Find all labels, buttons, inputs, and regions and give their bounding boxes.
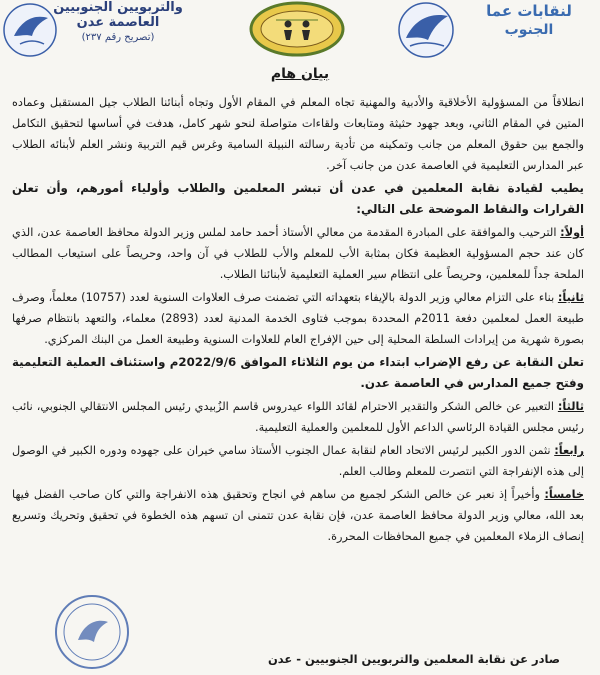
item-fifth-label: خامساً: [544, 488, 584, 501]
item-fifth [12, 484, 584, 547]
header-right-line1: لنقابات عما [486, 2, 572, 20]
header-right-line2: الجنوب [504, 22, 554, 38]
round-stamp-icon [52, 592, 132, 672]
item-third-label: ثالثاً: [557, 400, 584, 413]
item-fifth-text: وأخيراً إذ نعبر عن خالص الشكر لجميع من ساهم في انجاح وتحقيق هذه الانفراجة والتي كان صاحب الفضل فيها بعد الله، معالي وزير الدولة محافظ العاصمة عدن، فإن نقابة عدن تتمنى ان تسهم هذه الخطوة في تحقيق وتحريك وتسريع إنصاف الزملاء المعلمين في جميع المحافظات المحررة. [12, 488, 584, 543]
header-left-block [48, 0, 188, 43]
document-body [12, 92, 584, 549]
item-first [12, 222, 584, 285]
header-right-block [464, 2, 594, 38]
item-fourth-label: رابعاً: [554, 444, 584, 457]
issuer-footer: صادر عن نقابة المعلمين والتربويين الجنوبيين - عدن [267, 652, 560, 666]
item-third-text: التعبير عن خالص الشكر والتقدير الاحترام لقائد اللواء عيدروس قاسم الزُبيدي رئيس المجلس الانتقالي الجنوبي، نائب رئيس مجلس القيادة الرئاسي الداعم الأول للمعلمين والعملية التعليمية. [12, 400, 584, 434]
item-first-text: الترحيب والموافقة على المبادرة المقدمة من معالي الأستاذ أحمد حامد لملس وزير الدولة محافظ العاصمة عدن، الذي كان عند حجم المسؤولية العظيمة فكان بمثابة الأب للمعلم والأب للطلاب في آن واحد، وحريصاً على استيعاب المطالب الملحة جداً للمعلمين، وحريصاً على انتظام سير العملية التعليمية لأبنائنا الطلاب. [12, 226, 584, 281]
document-title: بيان هام [270, 66, 330, 82]
item-first-label: أولاً: [560, 226, 584, 239]
item-second [12, 287, 584, 350]
announcement-paragraph: يطيب لقيادة نقابة المعلمين في عدن أن تبشر المعلمين والطلاب وأولياء أمورهم، وأن تعلن القرارات والنقاط الموضحة على التالي: [12, 181, 584, 216]
header-left-line1: والتربويين الجنوبيين [53, 0, 183, 15]
item-third [12, 396, 584, 438]
header-left-line3: (تصريح رقم ٢٣٧) [81, 32, 155, 43]
item-second-text: بناء على التزام معالي وزير الدولة بالإيفاء بتعهداته التي تضمنت صرف العلاوات السنوية لعدد (10757) معلماً، وصرف طبيعة العمل لمعلمين دفعة 2011م المحددة بموجب فتاوى الخدمة المدنية لعدد (2893) معلماء، والتعهد بانتظام صرفها بصورة شهرية من إيرادات السلطة المحلية إلى حين الإفراج العام للعلاوات السنوية وطبيعة العمل من البنك المركزي. [12, 291, 585, 346]
intro-paragraph: انطلاقاً من المسؤولية الأخلاقية والأدبية والمهنية تجاه المعلم في المقام الأول وتجاه أبنائنا الطلاب جيل المستقبل وعماده المتين في المقام الثاني، وبعد جهود حثيثة ومتابعات ولقاءات متواصلة لنحو شهر كامل، هدفت في أساسها لتحقيق التكامل والجمع بين حقوق المعلم من جانب وتمكينه من تأدية رسالته النبيلة السامية وغرس قيم التربية ونشر العلم لأبنائه الطلاب عبر المدارس التعليمية في العاصمة عدن من جانب آخر. [12, 96, 584, 172]
oval-union-emblem-icon [248, 0, 346, 58]
header-left-line2: العاصمة عدن [76, 15, 160, 30]
dove-emblem-icon [388, 0, 464, 60]
item-fourth-text: نثمن الدور الكبير لرئيس الاتحاد العام لنقابة عمال الجنوب الأستاذ سامي خيران على جهوده ودوره الكبير في الوصول إلى هذه الإنفراجة التي انتصرت للمعلم وطالب العلم. [12, 444, 584, 478]
item-fourth [12, 440, 584, 482]
item-second-label: ثانياً: [557, 291, 584, 304]
strike-end-announcement: تعلن النقابة عن رفع الإضراب ابتداء من يوم الثلاثاء الموافق 2022/9/6م واستئناف العملية التعليمية وفتح جميع المدارس في العاصمة عدن. [12, 355, 585, 390]
